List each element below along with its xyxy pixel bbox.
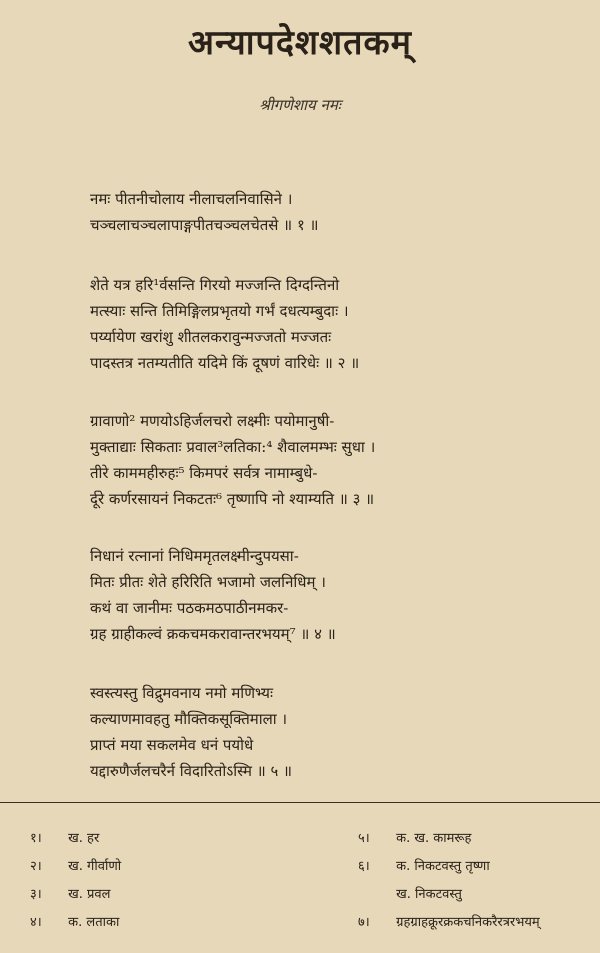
footnote (30, 856, 121, 874)
footnote-text: ग्रहग्राहक्रूरक्रकचनिकरैरत्ररभयम् (396, 915, 540, 930)
verse-3 (90, 408, 560, 512)
footnote-number: ३। (30, 887, 42, 902)
footnote-number: ५। (358, 831, 370, 846)
footnote-number: १। (30, 831, 42, 846)
verse-line: ग्रह ग्राहीकल्वं क्रकचमकरावान्तरभयम्⁷ ॥ ४ ॥ (90, 625, 336, 643)
verse-4 (90, 543, 560, 647)
verse-line: ग्रावाणो² मणयोऽहिर्जलचरो लक्ष्मीः पयोमानुषी- (90, 412, 335, 430)
footnote (30, 884, 110, 902)
verse-line: तीरे काममहीरुहः⁵ किमपरं सर्वत्र नामाम्बुधे- (90, 464, 318, 482)
invocation: श्रीगणेशाय नमः (259, 96, 341, 114)
verse-line: नमः पीतनीचोलाय नीलाचलनिवासिने । (90, 190, 293, 208)
footnote (358, 828, 471, 846)
verse-line: मितः प्रीतः शेते हरिरिति भजामो जलनिधिम् । (90, 573, 326, 591)
footnote (358, 912, 540, 930)
footnote-text: क. ख. कामरूह (396, 831, 472, 846)
verse-line: पर्य्यायेण खरांशु शीतलकरावुन्मज्जतो मज्जतः (90, 328, 332, 346)
verse-line: प्राप्तं मया सकलमेव धनं पयोधे (90, 736, 254, 754)
verse-line: शेते यत्र हरि¹र्वसन्ति गिरयो मज्जन्ति दिग्दन्तिनो (90, 276, 340, 294)
verse-line: र्दूरे कर्णरसायनं निकटतः⁶ तृष्णापि नो श्याम्यति ॥ ३ ॥ (90, 490, 375, 508)
verse-line: चञ्चलाचञ्चलापाङ्गपीतचञ्चलचेतसे ॥ १ ॥ (90, 216, 319, 234)
footnote-number: ४। (30, 915, 42, 930)
footnote-text: क. निकटवस्तु तृष्णा (396, 859, 490, 874)
verse-5 (90, 680, 560, 784)
verse-line: निधानं रत्नानां निधिममृतलक्ष्मीन्दुपयसा- (90, 547, 299, 565)
verse-line: कल्याणमावहतु मौक्तिकसूक्तिमाला । (90, 710, 288, 728)
footnote-divider (0, 802, 600, 803)
footnote-text: क. लताका (68, 915, 120, 930)
verse-1 (90, 186, 560, 238)
footnote (30, 828, 99, 846)
footnote (358, 884, 462, 902)
verse-2 (90, 272, 560, 376)
page-title: अन्यापदेशशतकम् (188, 23, 412, 63)
footnote-text: ख. प्रवल (68, 887, 111, 902)
verse-line: स्वस्त्यस्तु विद्रुमवनाय नमो मणिभ्यः (90, 684, 274, 702)
verse-line: मत्स्याः सन्ति तिमिङ्गिलप्रभृतयो गर्भं दधत्यम्बुदाः । (90, 302, 349, 320)
footnote-text: ख. निकटवस्तु (396, 887, 462, 902)
footnote-number: २। (30, 859, 42, 874)
footnote-number: ७। (358, 915, 370, 930)
footnote-text: ख. हर (68, 831, 100, 846)
verse-line: मुक्ताद्याः सिकताः प्रवाल³लतिका:⁴ शैवालमम्भः सुधा । (90, 438, 376, 456)
footnote (358, 856, 490, 874)
verse-line: कथं वा जानीमः पठकमठपाठीनमकर- (90, 599, 289, 617)
footnote-number: ६। (358, 859, 370, 874)
verse-line: यद्दारुणैर्जलचरैर्न विदारितोऽस्मि ॥ ५ ॥ (90, 762, 293, 780)
footnote (30, 912, 119, 930)
verse-line: पादस्तत्र नतम्यतीति यदिमे किं दूषणं वारिधेः ॥ २ ॥ (90, 354, 360, 372)
footnote-text: ख. गीर्वाणो (68, 859, 122, 874)
